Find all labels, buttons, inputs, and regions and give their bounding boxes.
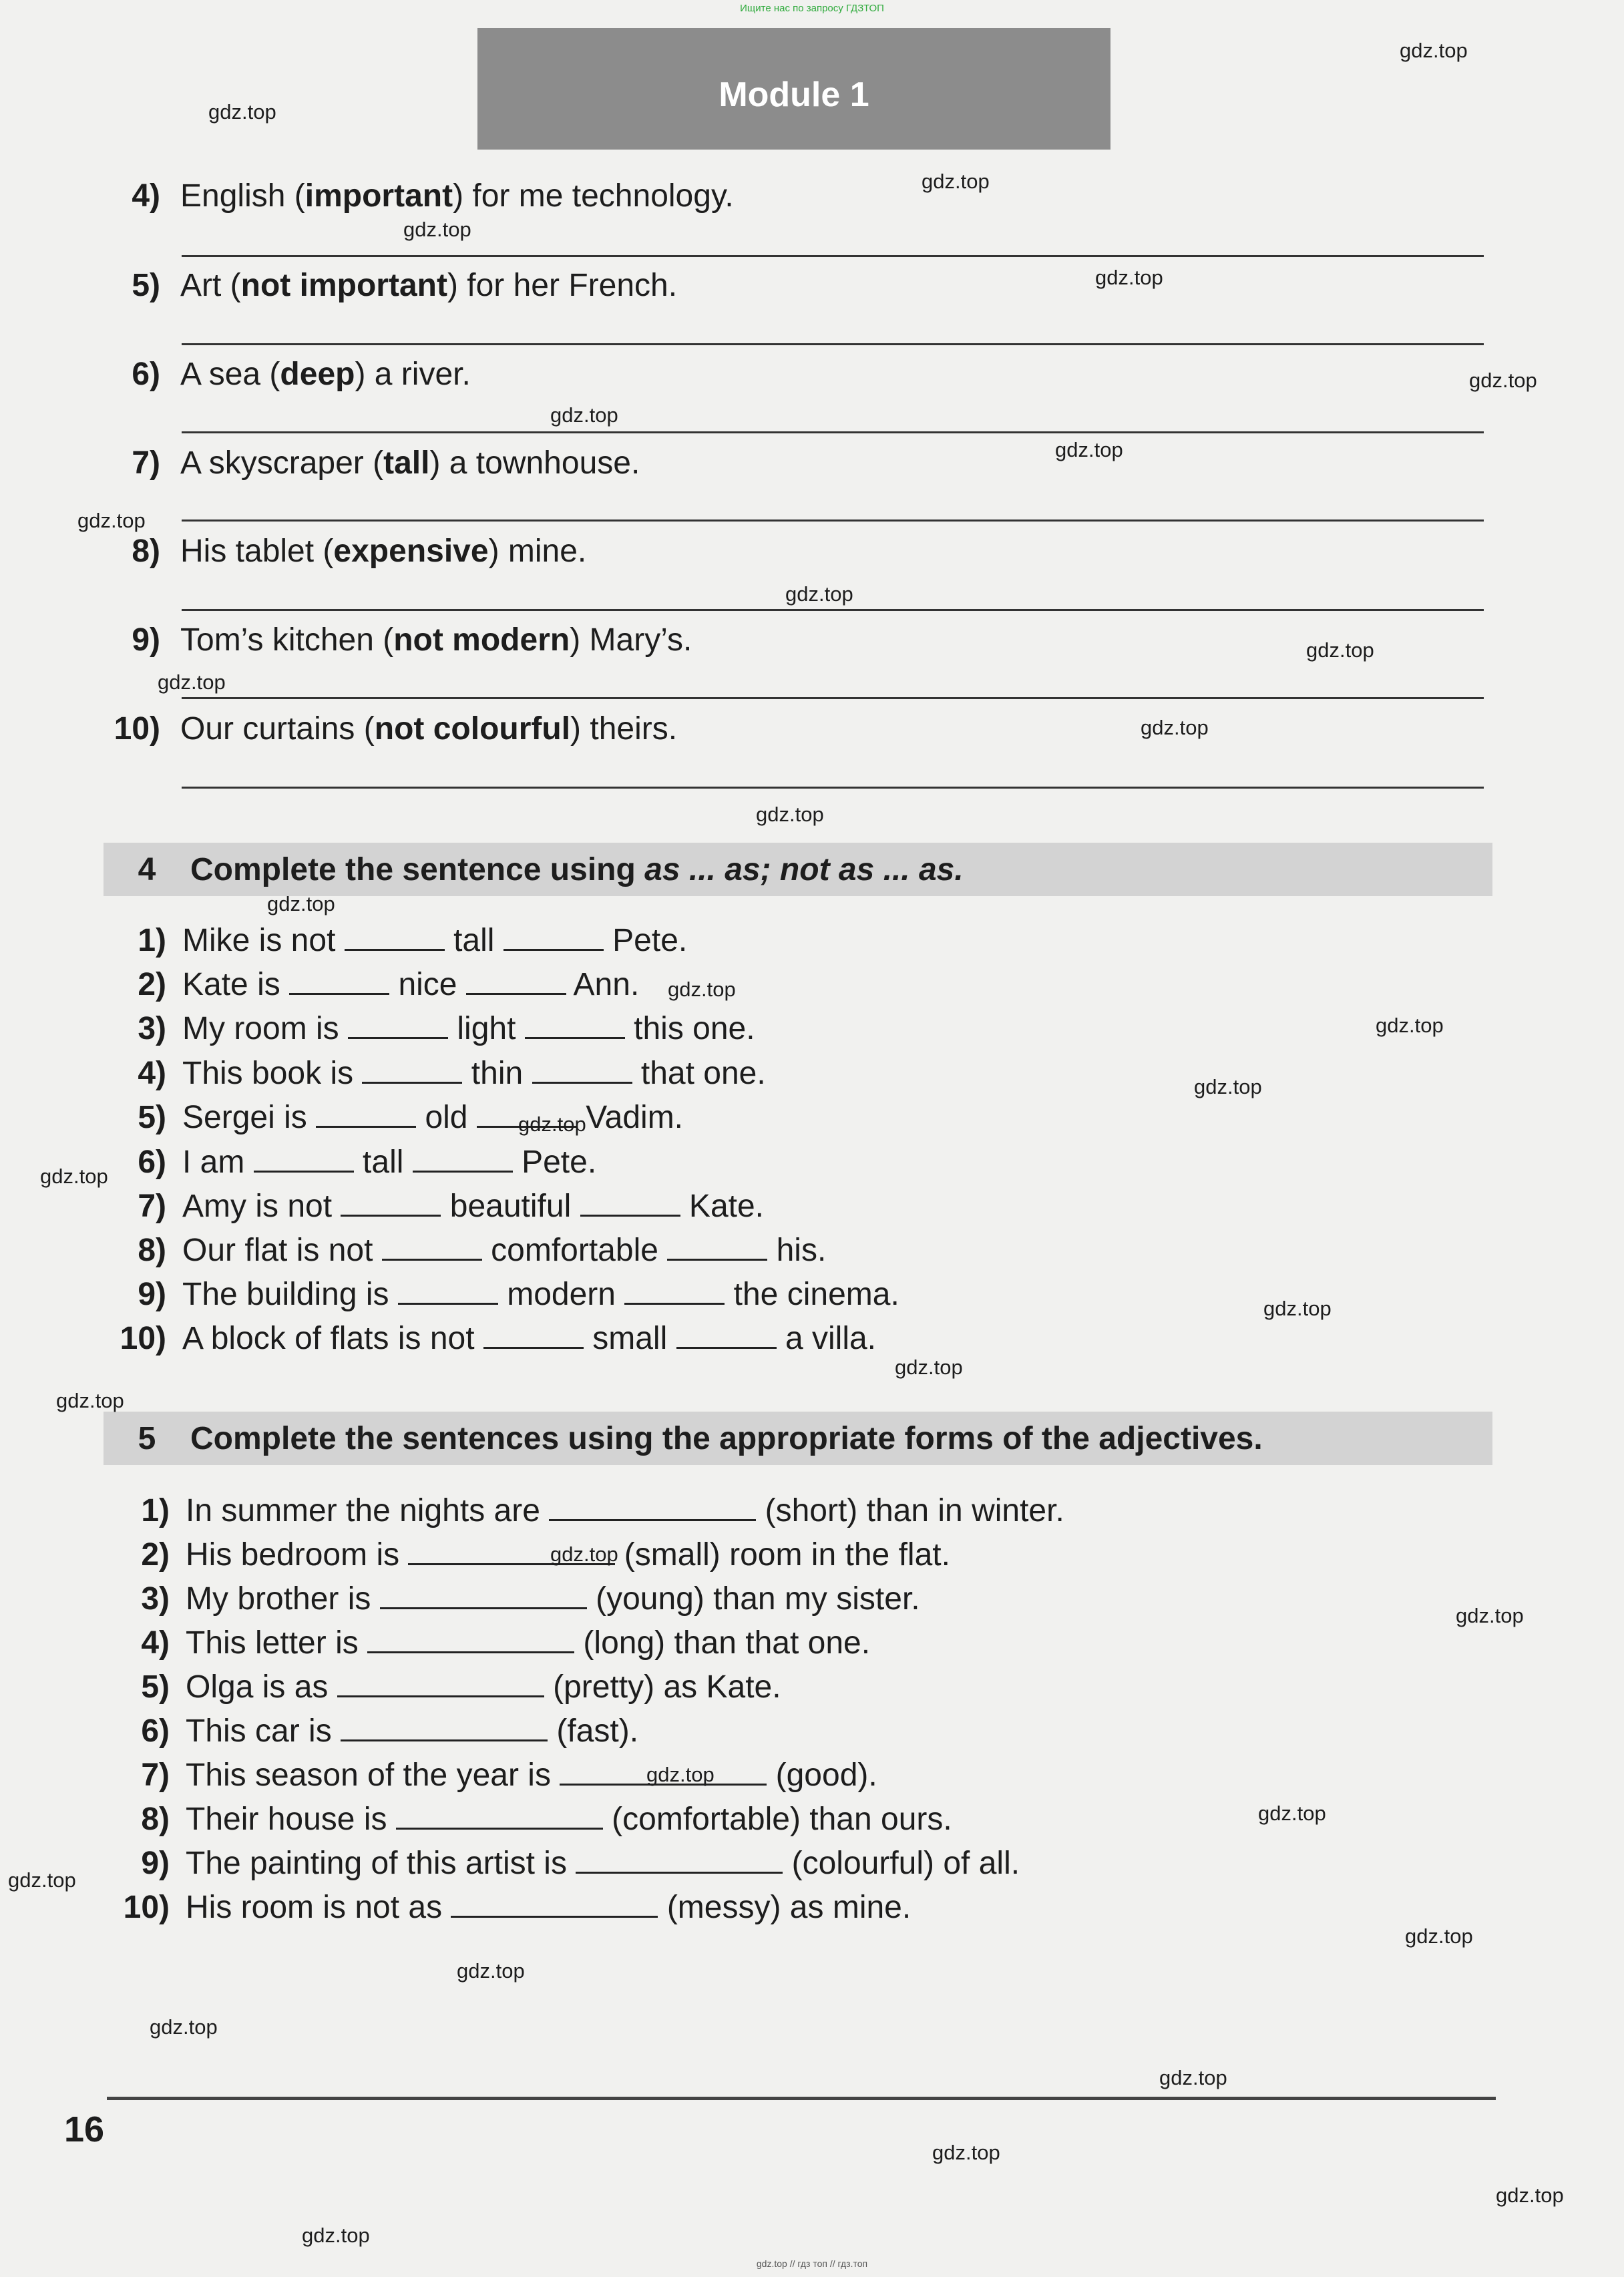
item-adjective: small [592,1321,668,1356]
answer-blank[interactable] [345,922,445,951]
watermark: gdz.top [1306,638,1374,662]
list-item [107,176,734,216]
item-number: 1) [138,923,166,958]
watermark: gdz.top [922,170,990,193]
item-text: (colourful) of all. [791,1846,1020,1881]
item-text: Their house is [186,1802,387,1837]
answer-blank[interactable] [503,922,604,951]
answer-line[interactable] [182,255,1484,257]
item-text: (young) than my sister. [596,1581,920,1617]
item-text: This letter is [186,1625,359,1661]
answer-blank[interactable] [398,1276,498,1305]
answer-line[interactable] [182,343,1484,345]
item-text: (fast). [556,1713,639,1749]
list-item [110,1230,826,1271]
list-item [114,1579,920,1620]
item-keyword: not important [240,268,447,303]
item-number: 8) [141,1802,170,1837]
answer-blank[interactable] [341,1713,548,1741]
list-item [107,443,640,483]
list-item [107,355,471,395]
item-number: 6) [132,357,160,392]
watermark: gdz.top [77,509,146,532]
item-text: the cinema. [733,1277,899,1312]
module-header [477,28,1110,150]
watermark: gdz.top [1263,1297,1332,1320]
item-text: This car is [186,1713,332,1749]
list-item [114,1799,952,1840]
item-text-pre: His tablet ( [180,534,334,569]
watermark: gdz.top [56,1389,124,1412]
item-text: this one. [634,1011,755,1046]
item-number: 6) [141,1713,170,1749]
item-keyword: tall [383,445,430,481]
footer-divider [107,2097,1496,2100]
section-number: 5 [138,1420,156,1456]
section-4-header [104,843,1492,896]
item-number: 9) [141,1846,170,1881]
list-item [107,620,692,660]
answer-blank[interactable] [413,1144,513,1173]
answer-blank[interactable] [396,1801,603,1830]
item-text-post: ) mine. [488,534,587,569]
item-number: 4) [138,1056,166,1091]
item-number: 5) [138,1100,166,1135]
list-item [110,1318,876,1360]
bottom-banner: gdz.top // гдз топ // гдз.топ [756,2258,868,2269]
item-number: 4) [141,1625,170,1661]
item-text: that one. [640,1056,766,1091]
item-text: Ann. [573,967,640,1002]
list-item [107,709,677,749]
item-adjective: old [425,1100,468,1135]
answer-blank[interactable] [341,1188,441,1217]
item-text: The painting of this artist is [186,1846,567,1881]
answer-blank[interactable] [254,1144,354,1173]
item-text-post: ) for me technology. [453,178,734,214]
item-text: Olga is as [186,1669,329,1705]
item-number: 10) [120,1321,166,1356]
answer-blank[interactable] [380,1581,587,1609]
item-text: Pete. [522,1145,597,1180]
item-text-pre: A skyscraper ( [180,445,384,481]
answer-blank[interactable] [289,966,389,995]
item-text: Our flat is not [182,1233,373,1268]
answer-blank[interactable] [580,1188,680,1217]
item-number: 2) [141,1537,170,1573]
item-text: His bedroom is [186,1537,400,1573]
item-text: A block of flats is not [182,1321,475,1356]
item-text-post: ) theirs. [570,711,678,747]
list-item [110,920,687,962]
item-text: His room is not as [186,1890,443,1925]
list-item [110,964,639,1006]
item-number: 3) [138,1011,166,1046]
answer-blank[interactable] [337,1669,544,1697]
watermark: gdz.top [158,670,226,694]
item-text: My brother is [186,1581,371,1617]
top-banner: Ищите нас по запросу ГДЗТОП [740,3,884,14]
item-number: 9) [138,1277,166,1312]
watermark: gdz.top [302,2224,370,2247]
answer-line[interactable] [182,431,1484,433]
item-text-post: ) for her French. [447,268,678,303]
watermark: gdz.top [646,1763,715,1786]
answer-blank[interactable] [624,1276,725,1305]
item-text: (pretty) as Kate. [553,1669,781,1705]
answer-blank[interactable] [667,1232,767,1261]
watermark: gdz.top [1141,716,1209,739]
list-item [107,266,677,306]
answer-line[interactable] [182,609,1484,611]
watermark: gdz.top [1095,266,1163,289]
watermark: gdz.top [403,218,471,241]
list-item [114,1711,638,1752]
answer-blank[interactable] [362,1055,462,1084]
answer-blank[interactable] [576,1845,783,1874]
section-number: 4 [138,851,156,887]
item-text: Kate. [688,1189,764,1224]
section-title: Complete the sentences using the appropriate forms of the adjectives. [190,1420,1263,1456]
item-number: 5) [141,1669,170,1705]
item-text-post: ) Mary’s. [570,622,692,658]
item-keyword: expensive [333,534,489,569]
watermark: gdz.top [550,403,618,427]
item-number: 7) [141,1757,170,1793]
item-adjective: light [457,1011,516,1046]
item-text: his. [776,1233,827,1268]
item-number: 10) [114,711,160,747]
item-text: Sergei is [182,1100,307,1135]
item-text: Kate is [182,967,280,1002]
item-number: 1) [141,1493,170,1528]
section-title [190,851,964,888]
page-number: 16 [64,2109,105,2149]
list-item [114,1490,1064,1532]
watermark: gdz.top [8,1868,76,1892]
item-number: 2) [138,967,166,1002]
answer-blank[interactable] [382,1232,482,1261]
item-text-pre: Tom’s kitchen ( [180,622,394,658]
watermark: gdz.top [208,100,276,124]
watermark: gdz.top [550,1542,618,1566]
answer-blank[interactable] [532,1055,632,1084]
list-item [110,1142,596,1183]
item-text: I am [182,1145,245,1180]
list-item [114,1843,1020,1884]
watermark: gdz.top [1456,1604,1524,1627]
item-text: The building is [182,1277,389,1312]
item-keyword: important [304,178,453,214]
answer-blank[interactable] [367,1625,574,1653]
watermark: gdz.top [150,2015,218,2039]
watermark: gdz.top [40,1165,108,1188]
item-text: This season of the year is [186,1757,551,1793]
answer-blank[interactable] [676,1320,777,1349]
item-keyword: deep [280,357,355,392]
item-text: (good). [775,1757,877,1793]
watermark: gdz.top [895,1356,963,1379]
watermark: gdz.top [932,2141,1000,2164]
item-adjective: nice [398,967,457,1002]
answer-blank[interactable] [348,1010,448,1039]
watermark: gdz.top [1496,2184,1564,2207]
watermark: gdz.top [267,892,335,915]
item-text-pre: Our curtains ( [180,711,375,747]
item-text: In summer the nights are [186,1493,540,1528]
item-text-pre: English ( [180,178,305,214]
item-text: Vadim. [586,1100,684,1135]
item-text-post: ) a townhouse. [429,445,640,481]
watermark: gdz.top [457,1959,525,1983]
list-item [110,1274,899,1315]
watermark: gdz.top [1159,2066,1227,2089]
answer-blank[interactable] [525,1010,625,1039]
item-number: 7) [138,1189,166,1224]
item-text: Pete. [612,923,688,958]
item-keyword: not colourful [374,711,571,747]
item-text: This book is [182,1056,354,1091]
list-item [110,1008,755,1050]
watermark: gdz.top [1055,438,1123,461]
item-number: 8) [138,1233,166,1268]
item-adjective: tall [453,923,495,958]
item-text: Amy is not [182,1189,333,1224]
answer-line[interactable] [182,520,1484,522]
watermark: gdz.top [1194,1075,1262,1098]
item-number: 10) [123,1890,170,1925]
item-text: (comfortable) than ours. [612,1802,952,1837]
list-item [114,1755,877,1796]
item-text: Mike is not [182,923,336,958]
item-text: My room is [182,1011,339,1046]
answer-line[interactable] [182,697,1484,699]
list-item [110,1053,766,1094]
watermark: gdz.top [1469,369,1537,392]
item-number: 8) [132,534,160,569]
answer-blank[interactable] [549,1492,756,1521]
item-text: (messy) as mine. [666,1890,911,1925]
item-number: 5) [132,268,160,303]
list-item [107,532,586,572]
answer-blank[interactable] [483,1320,584,1349]
section-title-italic: as ... as; not as ... as. [644,851,964,887]
item-number: 6) [138,1145,166,1180]
item-number: 4) [132,178,160,214]
list-item [114,1667,781,1708]
item-text-pre: A sea ( [180,357,280,392]
watermark: gdz.top [785,582,853,606]
item-adjective: modern [507,1277,616,1312]
section-title-text: Complete the sentence using [190,851,645,887]
watermark: gdz.top [668,978,736,1001]
answer-blank[interactable] [316,1099,416,1128]
answer-blank[interactable] [451,1889,658,1918]
item-text: (short) than in winter. [765,1493,1064,1528]
item-text: a villa. [785,1321,877,1356]
watermark: gdz.top [1400,39,1468,62]
item-text: (long) than that one. [583,1625,871,1661]
item-text-pre: Art ( [180,268,241,303]
item-adjective: tall [363,1145,404,1180]
section-5-header [104,1412,1492,1465]
item-text-post: ) a river. [355,357,471,392]
watermark: gdz.top [518,1112,586,1136]
watermark: gdz.top [756,803,824,826]
item-adjective: thin [471,1056,524,1091]
item-number: 3) [141,1581,170,1617]
item-adjective: comfortable [491,1233,658,1268]
item-number: 7) [132,445,160,481]
watermark: gdz.top [1405,1924,1473,1948]
list-item [110,1097,683,1138]
watermark: gdz.top [1376,1014,1444,1037]
watermark: gdz.top [1258,1802,1326,1825]
list-item [110,1186,764,1227]
module-title: Module 1 [719,75,869,114]
answer-line[interactable] [182,787,1484,789]
list-item [114,1887,911,1928]
list-item [114,1623,870,1664]
item-keyword: not modern [393,622,570,658]
answer-blank[interactable] [466,966,566,995]
list-item [114,1534,950,1576]
item-text: (small) room in the flat. [624,1537,950,1573]
item-adjective: beautiful [449,1189,572,1224]
item-number: 9) [132,622,160,658]
